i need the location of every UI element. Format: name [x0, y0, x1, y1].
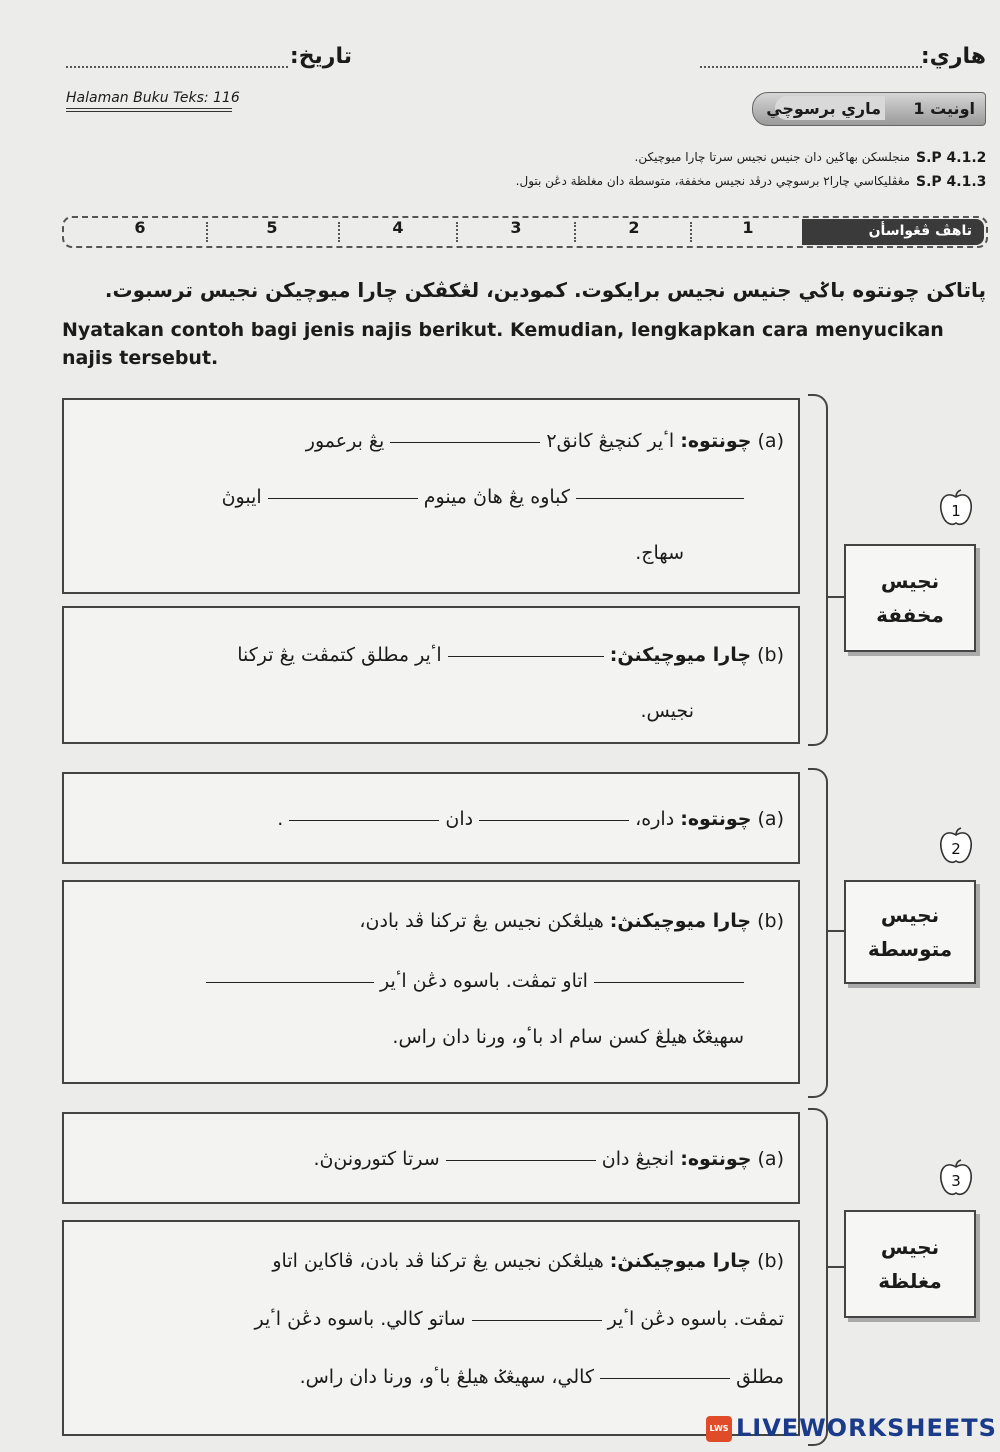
s3b-text5: كالي، سهيڠݢ هيلڠ باٴو، ورنا دان راس. — [299, 1366, 594, 1388]
level-divider — [690, 222, 692, 242]
s2b-text2: اتاو تمڤت. باسوه دڠن اٴير — [380, 970, 588, 992]
s1a-blank2[interactable] — [576, 497, 744, 499]
s3b-text2: تمڤت. باسوه دڠن اٴير — [607, 1308, 784, 1330]
s2a-text1: داره، — [635, 808, 675, 830]
section3-apple-icon — [936, 1158, 976, 1198]
section3-number: 3 — [951, 1172, 961, 1190]
section2-label — [844, 880, 976, 984]
section1-apple-icon — [936, 488, 976, 528]
section2-apple-icon — [936, 826, 976, 866]
s1a-marker: (a) — [757, 430, 784, 452]
s3a-marker: (a) — [757, 1148, 784, 1170]
section3-label-line2: مغلظة — [878, 1269, 942, 1293]
s2b-line1 — [359, 910, 784, 932]
unit-number: اونيت 1 — [913, 99, 975, 118]
mastery-level-6[interactable]: 6 — [134, 218, 146, 237]
s3b-line3 — [300, 1366, 784, 1388]
section2-label-line2: متوسطة — [867, 937, 953, 961]
s3b-marker: (b) — [757, 1250, 784, 1272]
s1b-key: چارا ميوچيكنڽ: — [609, 644, 752, 666]
s1a-key: چونتوه: — [680, 430, 752, 452]
s2a-key: چونتوه: — [680, 808, 752, 830]
s1a-line1 — [306, 430, 784, 452]
s3b-key: چارا ميوچيكنڽ: — [609, 1250, 752, 1272]
section1-brace — [808, 394, 828, 746]
mastery-level-5[interactable]: 5 — [266, 218, 278, 237]
section1-number: 1 — [951, 502, 961, 520]
s3a-line1 — [313, 1148, 784, 1170]
s2b-text1: هيلڠكن نجيس يڠ تركنا ڤد بادن، — [359, 910, 604, 932]
standard-code-2: S.P 4.1.3 — [916, 174, 987, 190]
s2b-blank2[interactable] — [206, 981, 374, 983]
s3b-line2 — [254, 1308, 784, 1330]
tarikh-label: تاريخ: — [289, 44, 352, 69]
section2-label-line1: نجيس — [880, 903, 940, 927]
s2a-blank1[interactable] — [479, 819, 629, 821]
section1-connector — [826, 596, 844, 598]
s2b-blank1[interactable] — [594, 981, 744, 983]
s3a-key: چونتوه: — [680, 1148, 752, 1170]
s3b-text1: هيلڠكن نجيس يڠ تركنا ڤد بادن، ڤاكاين اتاو — [272, 1250, 604, 1272]
liveworksheets-logo-text: LWS — [709, 1424, 729, 1433]
section2-number: 2 — [951, 840, 961, 858]
standard-code-1: S.P 4.1.2 — [916, 150, 987, 166]
hari-label: هاري: — [920, 44, 986, 69]
s3b-text3: ساتو كالي. باسوه دڠن اٴير — [254, 1308, 466, 1330]
s1a-text2: يڠ برعمور — [305, 430, 385, 452]
s2b-line3: سهيڠݢ هيلڠ كسن سام اد باٴو، ورنا دان راس. — [392, 1026, 744, 1048]
s1b-text1: اٴير مطلق كتمڤت يڠ تركنا — [237, 644, 442, 666]
level-divider — [338, 222, 340, 242]
s1b-line1 — [237, 644, 784, 666]
s2a-text3: . — [277, 808, 284, 830]
s1b-marker: (b) — [757, 644, 784, 666]
s3b-blank1[interactable] — [472, 1319, 602, 1321]
s1b-blank1[interactable] — [448, 655, 604, 657]
standard-text-1: منجلسكن بهاݢين دان جنيس نجيس سرتا چارا ميوچيكن. — [634, 150, 910, 164]
unit-banner — [752, 92, 986, 126]
standard-text-2: مڠڤليكاسي چارا٢ برسوچي درڤد نجيس مخففة، متوسطة دان مغلظة دڠن بتول. — [515, 174, 910, 188]
liveworksheets-brand: LIVEWORKSHEETS — [736, 1414, 997, 1442]
s1a-text4: ايبوڽ — [221, 486, 262, 508]
section1-label — [844, 544, 976, 652]
s3b-text4: مطلق — [736, 1366, 784, 1388]
level-divider — [456, 222, 458, 242]
unit-title: ماري برسوچي — [766, 99, 881, 118]
mastery-level-1[interactable]: 1 — [742, 218, 754, 237]
s1b-line2: نجيس. — [640, 700, 694, 722]
instruction-rumi: Nyatakan contoh bagi jenis najis berikut. Kemudian, lengkapkan cara menyucikan najis tersebut. — [62, 319, 944, 369]
mastery-label-tab — [802, 219, 984, 245]
section2-brace — [808, 768, 828, 1098]
s2b-line2 — [206, 970, 744, 992]
level-divider — [206, 222, 208, 242]
s2a-marker: (a) — [757, 808, 784, 830]
s3a-text2: سرتا كتورونن‌ڽ. — [313, 1148, 440, 1170]
section1-label-line2: مخففة — [876, 603, 944, 627]
section2-connector — [826, 930, 844, 932]
book-page-reference: Halaman Buku Teks: 116 — [66, 90, 240, 106]
mastery-level-4[interactable]: 4 — [392, 218, 404, 237]
s3a-blank1[interactable] — [446, 1159, 596, 1161]
s1a-blank1[interactable] — [390, 441, 540, 443]
s3b-blank2[interactable] — [600, 1377, 730, 1379]
instruction-jawi: ڽاتاكن چونتوه باݢي جنيس نجيس برايكوت. كمودين، لڠكڤكن چارا ميوچيكن نجيس ترسبوت. — [104, 278, 986, 302]
s1a-text1: اٴير كنچيڠ كانق٢ — [546, 430, 675, 452]
s2a-blank2[interactable] — [289, 819, 439, 821]
section1-label-line1: نجيس — [880, 569, 940, 593]
mastery-level-3[interactable]: 3 — [510, 218, 522, 237]
liveworksheets-logo — [706, 1416, 732, 1442]
s1a-blank3[interactable] — [268, 497, 418, 499]
mastery-level-2[interactable]: 2 — [628, 218, 640, 237]
hari-field[interactable] — [700, 66, 922, 68]
tarikh-field[interactable] — [66, 66, 288, 68]
s3a-text1: انجيڠ دان — [601, 1148, 675, 1170]
level-divider — [574, 222, 576, 242]
s2a-line1 — [277, 808, 784, 830]
section1-box-b — [62, 606, 800, 744]
s2a-text2: دان — [445, 808, 474, 830]
s2b-key: چارا ميوچيكنڽ: — [609, 910, 752, 932]
s2b-marker: (b) — [757, 910, 784, 932]
section3-connector — [826, 1266, 844, 1268]
book-page-underline — [66, 108, 232, 112]
s1a-text3: كباوه يڠ هاڽ مينوم — [423, 486, 570, 508]
mastery-label: تاهڤ ڤڠواسأن — [868, 223, 972, 239]
s1a-line3: سهاج. — [635, 542, 684, 564]
s3b-line1 — [272, 1250, 784, 1272]
section3-label — [844, 1210, 976, 1318]
section3-brace — [808, 1108, 828, 1446]
s1a-line2 — [222, 486, 744, 508]
section3-label-line1: نجيس — [880, 1235, 940, 1259]
